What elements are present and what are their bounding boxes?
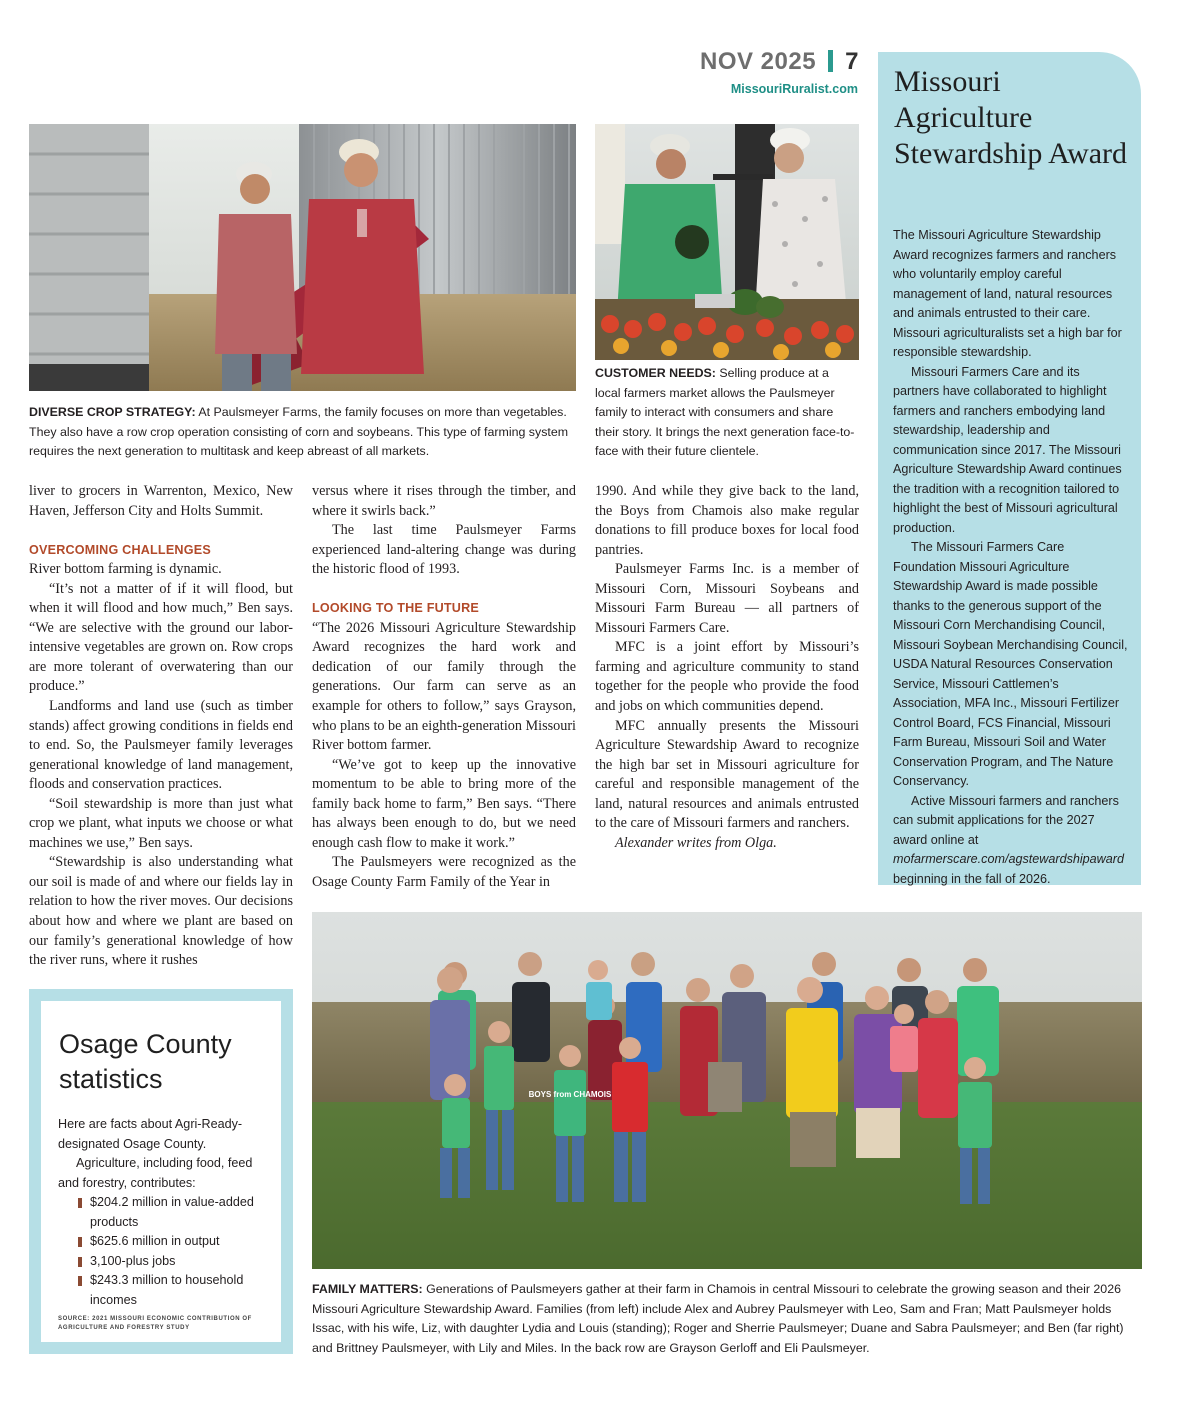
caption-label: CUSTOMER NEEDS: [595, 366, 716, 380]
paragraph: Landforms and land use (such as timber stands) affect growing conditions in fields end to end. So, the Paulsmeyer family leverages generational knowledge of land management, floods and conservation practices. [29, 698, 293, 793]
paragraph: “We’ve got to keep up the innovative momentum to be able to bring more of the family back home to farm,” Ben says. “There has always been enough to do, but we need enough cash flow to make it work.” [312, 756, 576, 851]
issue-date-text: NOV 2025 [700, 48, 817, 75]
paragraph: “Soil stewardship is more than just what crop we plant, what inputs we choose or what machines we use,” Ben says. [29, 795, 293, 851]
stats-title: Osage County statistics [59, 1029, 232, 1094]
paragraph: Missouri Farmers Care and its partners have collaborated to highlight farmers and ranchers embodying land stewardship, leadership and communication since 2017. The Missouri Agriculture Stewardship Award continues the tradition with a recognition tailored to highlight the best of Missouri agricultural production. [893, 364, 1122, 535]
shirt-logo: BOYS from CHAMOIS [528, 1090, 612, 1099]
caption-label: DIVERSE CROP STRATEGY: [29, 405, 196, 419]
article-column-3 [595, 482, 859, 853]
paragraph: “Stewardship is also understanding what our soil is made of and where our fields lay in relation to how the river moves. Our decisions about how and where we plant are based on our family’s generational knowledge of how the river runs, where it rushes [29, 854, 293, 969]
article-column-2 [312, 482, 576, 892]
paragraph: The Missouri Agriculture Stewardship Award recognizes farmers and ranchers who voluntarily employ careful management of land, natural resources and animals entrusted to their care. Missouri agriculturalists set a high bar for responsible stewardship. [893, 228, 1122, 359]
stats-list-item: $625.6 million in output [58, 1232, 268, 1252]
paragraph: MFC annually presents the Missouri Agriculture Stewardship Award to recognize the high bar set in Missouri agriculture for careful and responsible management of the land, natural resources and animals entrusted to the care of Missouri farmers and ranchers. [595, 717, 859, 832]
stats-panel [41, 1001, 281, 1342]
site-link[interactable]: MissouriRuralist.com [730, 82, 858, 96]
issue-date [700, 48, 862, 76]
photo-family [312, 912, 1142, 1269]
caption-text: Selling produce at a local farmers market allows the Paulsmeyer family to interact with consumers and share their story. It brings the next generation face-to-face with their future clientele. [595, 366, 855, 459]
stats-list [58, 1193, 268, 1310]
paragraph: “The 2026 Missouri Agriculture Stewardship Award recognizes the hard work and dedication of our family through the generations. Our farm can serve as an example for others to follow,” says Grayson, who plans to be an eighth-generation Missouri River bottom farmer. [312, 619, 576, 754]
paragraph: The Paulsmeyers were recognized as the Osage County Farm Family of the Year in [312, 854, 576, 890]
stats-intro: Here are facts about Agri-Ready-designated Osage County. [58, 1117, 243, 1151]
article-column-1 [29, 482, 293, 971]
application-link[interactable]: mofarmerscare.com/agstewardshipaward [893, 852, 1124, 866]
paragraph [893, 792, 1129, 890]
stats-list-item: $204.2 million in value-added products [58, 1193, 268, 1232]
stewardship-award-sidebar [878, 52, 1141, 885]
paragraph: MFC is a joint effort by Missouri’s farming and agriculture community to stand together for the people who provide the food and jobs on which communities depend. [595, 639, 859, 715]
caption-diverse-crop [29, 403, 579, 462]
caption-family-matters [312, 1280, 1142, 1358]
osage-county-stats-box [29, 989, 293, 1354]
caption-text: At Paulsmeyer Farms, the family focuses on more than vegetables. They also have a row crop operation consisting of corn and soybeans. This type of farming system requires the next generation to multitask and keep abreast of all markets. [29, 405, 569, 459]
caption-customer-needs [595, 364, 855, 462]
paragraph: Paulsmeyer Farms Inc. is a member of Missouri Corn, Missouri Soybeans and Missouri Farm Bureau — all partners of Missouri Farmers Care. [595, 561, 859, 636]
photo-diverse-crop [29, 124, 576, 391]
sidebar-p4-end: beginning in the fall of 2026. [893, 871, 1051, 886]
sidebar-p4-start: Active Missouri farmers and ranchers can submit applications for the 2027 award online at [893, 793, 1119, 847]
paragraph: 1990. And while they give back to the land, the Boys from Chamois also make regular donations to fill produce boxes for local food pantries. [595, 483, 859, 558]
stats-lead: Agriculture, including food, feed and forestry, contributes: [58, 1156, 253, 1190]
subhead-overcoming-challenges: OVERCOMING CHALLENGES [29, 542, 211, 557]
stats-list-item: $243.3 million to household incomes [58, 1271, 268, 1310]
byline: Alexander writes from Olga. [615, 834, 777, 851]
stats-source: SOURCE: 2021 MISSOURI ECONOMIC CONTRIBUTION OF AGRICULTURE AND FORESTRY STUDY [58, 1316, 252, 1331]
sidebar-body [893, 226, 1129, 889]
stats-list-item: 3,100-plus jobs [58, 1252, 268, 1272]
paragraph: “It’s not a matter of if it will flood, but when it will flood and how much,” Ben says. “We are selective with the ground our labor-intensive vegetables are grown on. Row crops are more tolerant of overwatering than our produce.” [29, 580, 293, 695]
page-number: 7 [845, 48, 859, 75]
stats-body [58, 1115, 268, 1310]
photo-farmers-market [595, 124, 859, 360]
caption-label: FAMILY MATTERS: [312, 1282, 423, 1296]
paragraph: versus where it rises through the timber, and where it swirls back.” [312, 483, 576, 519]
subhead-looking-to-the-future: LOOKING TO THE FUTURE [312, 601, 479, 616]
paragraph: The Missouri Farmers Care Foundation Missouri Agriculture Stewardship Award is made possible thanks to the generous support of the Missouri Corn Merchandising Council, Missouri Soybean Merchandising Council, USDA Natural Resources Conservation Service, Missouri Cattlemen’s Association, MFA Inc., Missouri Fertilizer Control Board, FCS Financial, Missouri Farm Bureau, Missouri Soil and Water Conservation Program, and The Nature Conservancy. [893, 540, 1128, 788]
paragraph: River bottom farming is dynamic. [29, 561, 222, 578]
caption-text: Generations of Paulsmeyers gather at their farm in Chamois in central Missouri to celebrate the growing season and their 2026 Missouri Agriculture Stewardship Award. Families (from left) include Alex and Aubrey Paulsmeyer with Leo, Sam and Fran; Matt Paulsmeyer holds Issac, with his wife, Liz, with daughter Lydia and Louis (standing); Roger and Sherrie Paulsmeyer; Duane and Sabra Paulsmeyer; and Ben (far right) and Brittney Paulsmeyer, with Lily and Miles. In the back row are Grayson Gerloff and Eli Paulsmeyer. [312, 1282, 1124, 1355]
header-divider [828, 50, 833, 72]
paragraph: The last time Paulsmeyer Farms experienced land-altering change was during the historic flood of 1993. [312, 522, 576, 578]
sidebar-title: Missouri Agriculture Stewardship Award [894, 65, 1128, 170]
paragraph: liver to grocers in Warrenton, Mexico, New Haven, Jefferson City and Holts Summit. [29, 483, 293, 519]
